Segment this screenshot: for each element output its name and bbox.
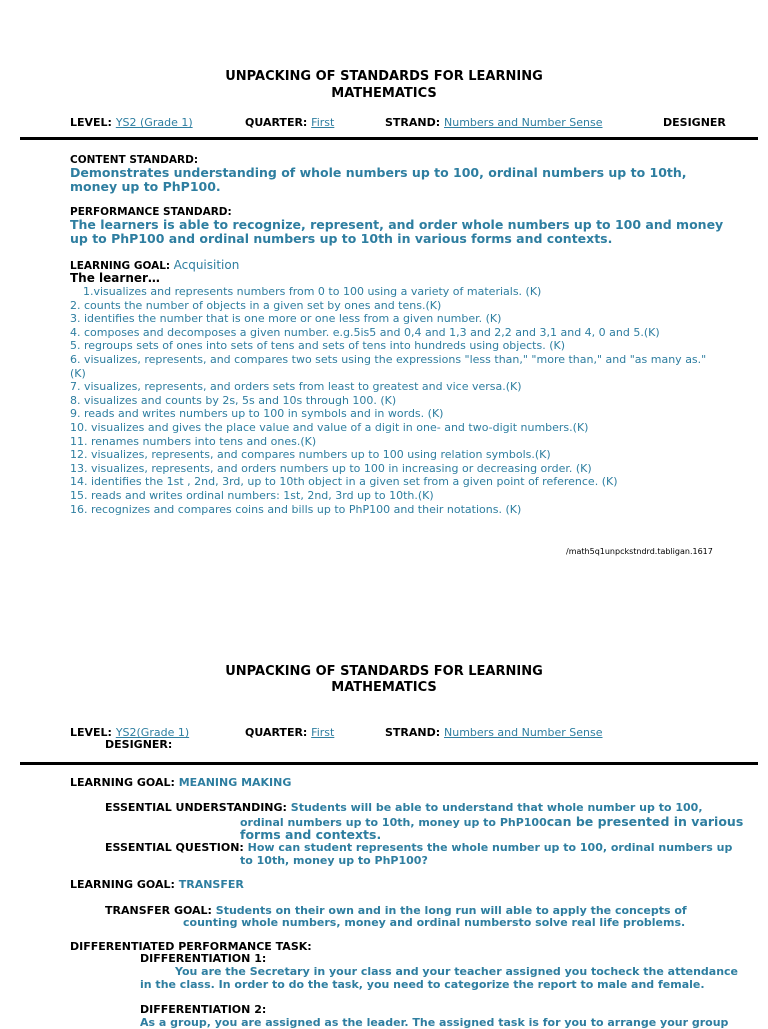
learning-goal-value: Acquisition <box>173 258 240 272</box>
page2-title-line2: MATHEMATICS <box>331 680 437 695</box>
tg-text-2: counting whole numbers, money and ordinal numbersto solve real life problems. <box>183 916 686 929</box>
list-item: 3. identifies the number that is one more or one less from a given number. (K) <box>70 312 502 326</box>
page1-quarter <box>245 116 334 129</box>
list-item: 5. regroups sets of ones into sets of tens and sets of tens into hundreds using objects. (K) <box>70 339 565 353</box>
dpt-label: DIFFERENTIATED PERFORMANCE TASK: <box>70 940 312 953</box>
eu-text-1: Students will be able to understand that whole number up to 100, <box>290 801 703 814</box>
strand-label: STRAND: <box>385 116 441 129</box>
diff1-text-1: You are the Secretary in your class and your teacher assigned you tocheck the attendance <box>175 965 739 978</box>
quarter-label: QUARTER: <box>245 726 308 739</box>
quarter-link[interactable]: First <box>311 726 335 739</box>
strand-link[interactable]: Numbers and Number Sense <box>444 116 603 129</box>
learning-goal-meaning <box>70 776 291 789</box>
strand-label: STRAND: <box>385 726 441 739</box>
eu-text-2: ordinal numbers up to 10th, money up to PhP100 <box>240 816 547 829</box>
list-item: 14. identifies the 1st , 2nd, 3rd, up to 10th object in a given set from a given point of reference. (K) <box>70 475 618 489</box>
list-item: 8. visualizes and counts by 2s, 5s and 10s through 100. (K) <box>70 393 397 407</box>
level-label: LEVEL: <box>70 116 112 129</box>
learning-goal-label: LEARNING GOAL: <box>70 878 175 891</box>
list-item: 4. composes and decomposes a given number. e.g.5is5 and 0,4 and 1,3 and 2,2 and 3,1 and 4, 0 and 5.(K) <box>70 325 660 339</box>
page1-title-line1: UNPACKING OF STANDARDS FOR LEARNING <box>225 69 543 84</box>
eq-label: ESSENTIAL QUESTION: <box>105 841 244 854</box>
diff1-label: DIFFERENTIATION 1: <box>140 952 267 965</box>
content-standard-text: Demonstrates understanding of whole numbers up to 100, ordinal numbers up to 10th, money up to PhP100. <box>70 165 687 194</box>
essential-understanding <box>105 801 703 814</box>
learner-intro: The learner… <box>70 271 160 285</box>
content-standard-label: CONTENT STANDARD: <box>70 154 199 166</box>
page1-learning-goal <box>70 258 239 272</box>
diff1-text-2: in the class. In order to do the task, you need to categorize the report to male and female. <box>140 978 705 991</box>
level-label: LEVEL: <box>70 726 112 739</box>
tg-text-1: Students on their own and in the long run will able to apply the concepts of <box>215 904 687 917</box>
page1-designer-label: DESIGNER <box>663 116 726 129</box>
eq-text-2: to 10th, money up to PhP100? <box>240 854 428 867</box>
page2-designer-label: DESIGNER: <box>105 738 173 751</box>
list-item: 13. visualizes, represents, and orders numbers up to 100 in increasing or decreasing order. (K) <box>70 461 592 475</box>
learning-goal-label: LEARNING GOAL: <box>70 776 175 789</box>
performance-standard-text: The learners is able to recognize, represent, and order whole numbers up to 100 and money up to PhP100 and ordinal numbers up to 10th in various forms and contexts. <box>70 217 724 246</box>
quarter-label: QUARTER: <box>245 116 308 129</box>
list-item: 15. reads and writes ordinal numbers: 1st, 2nd, 3rd up to 10th.(K) <box>70 488 434 502</box>
eu-text-2b: can be presented in various <box>546 814 744 829</box>
list-item: 1.visualizes and represents numbers from 0 to 100 using a variety of materials. (K) <box>83 285 542 298</box>
learning-goal-transfer <box>70 878 244 891</box>
goals-list <box>70 285 710 516</box>
quarter-link[interactable]: First <box>311 116 335 129</box>
level-link[interactable]: YS2(Grade 1) <box>115 726 190 739</box>
list-item: 2. counts the number of objects in a given set by ones and tens.(K) <box>70 298 442 312</box>
list-item: 9. reads and writes numbers up to 100 in symbols and in words. (K) <box>70 407 444 421</box>
learning-goal-value: TRANSFER <box>178 878 244 891</box>
performance-standard-label: PERFORMANCE STANDARD: <box>70 206 232 218</box>
page2-strand <box>385 726 603 739</box>
page1-title-line2: MATHEMATICS <box>331 86 437 101</box>
list-item: 12. visualizes, represents, and compares numbers up to 100 using relation symbols.(K) <box>70 448 551 462</box>
list-item: 16. recognizes and compares coins and bills up to PhP100 and their notations. (K) <box>70 502 522 516</box>
level-link[interactable]: YS2 (Grade 1) <box>115 116 193 129</box>
learning-goal-label: LEARNING GOAL: <box>70 260 171 272</box>
list-item: 11. renames numbers into tens and ones.(K) <box>70 434 317 448</box>
learning-goal-value: MEANING MAKING <box>178 776 292 789</box>
list-item: 10. visualizes and gives the place value and value of a digit in one- and two-digit numbers.(K) <box>70 420 589 434</box>
page1-divider <box>20 137 758 140</box>
diff2-text-1: As a group, you are assigned as the leader. The assigned task is for you to arrange your group <box>140 1016 729 1029</box>
diff2-label: DIFFERENTIATION 2: <box>140 1003 267 1016</box>
page2-divider <box>20 762 758 765</box>
essential-question <box>105 841 732 854</box>
page2-title-line1: UNPACKING OF STANDARDS FOR LEARNING <box>225 664 543 679</box>
tg-label: TRANSFER GOAL: <box>105 904 212 917</box>
page1-strand <box>385 116 603 129</box>
eu-label: ESSENTIAL UNDERSTANDING: <box>105 801 287 814</box>
list-item: 7. visualizes, represents, and orders sets from least to greatest and vice versa.(K) <box>70 380 522 394</box>
strand-link[interactable]: Numbers and Number Sense <box>444 726 603 739</box>
list-item: 6. visualizes, represents, and compares two sets using the expressions "less than," "more than," and "as many as." (K) <box>70 352 707 380</box>
page2-quarter <box>245 726 334 739</box>
eu-text-3: forms and contexts. <box>240 827 382 842</box>
eq-text-1: How can student represents the whole number up to 100, ordinal numbers up <box>247 841 733 854</box>
page1-level <box>70 116 193 129</box>
page1-footer-code: /math5q1unpckstndrd.tabligan.1617 <box>566 547 713 556</box>
